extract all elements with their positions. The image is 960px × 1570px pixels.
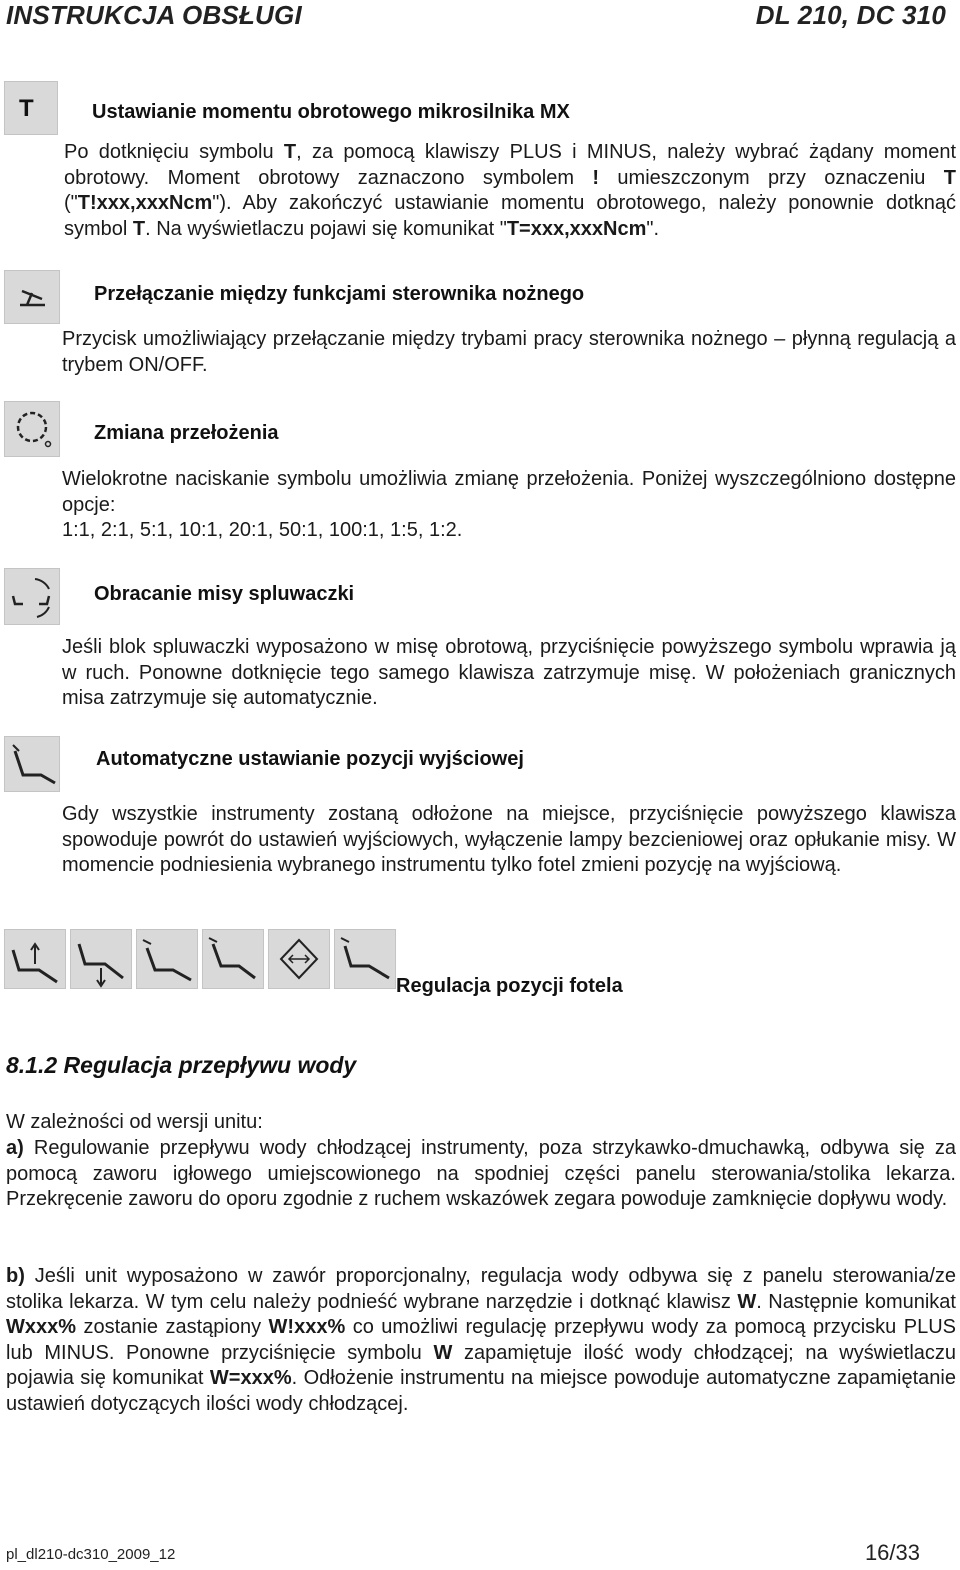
water-option-b: b) Jeśli unit wyposażono w zawór proporcjonalny, regulacja wody odbywa się z panelu sterowania/ze stolika lekarza. W tym celu należy podnieść wybrane narzędzie i dotknąć klawisz W. Następnie komunikat Wxxx% zostanie zastąpiony W!xxx% co umożliwi regulację przepływu wody za pomocą przycisku PLUS lub MINUS. Ponowne przyciśnięcie symbolu W zapamiętuje ilość wody chłodzącej; na wyświetlaczu pojawia się komunikat W=xxx%. Odłożenie instrumentu na miejsce powoduje automatyczne zapamiętanie ustawień dotyczących ilości wody chłodzącej. bbox=[6, 1265, 957, 1415]
torque-title: Ustawianie momentu obrotowego mikrosilnika MX bbox=[92, 101, 570, 123]
auto-position-title: Automatyczne ustawianie pozycji wyjściowej bbox=[96, 748, 524, 770]
chair-preset-icon bbox=[334, 929, 396, 989]
gear-ratio-options: 1:1, 2:1, 5:1, 10:1, 20:1, 50:1, 100:1, 1:5, 1:2. bbox=[62, 519, 463, 541]
torque-T-icon: T bbox=[4, 81, 58, 135]
water-option-a: a) Regulowanie przepływu wody chłodzącej instrumenty, poza strzykawko-dmuchawką, odbywa się za pomocą zaworu igłowego umiejscowionego na spodniej części panelu sterowania/stolika lekarza. Przekręcenie zaworu do oporu zgodnie z ruchem wskazówek zegara powoduje zamknięcie dopływu wody. bbox=[6, 1137, 956, 1210]
section-heading: 8.1.2 Regulacja przepływu wody bbox=[6, 1052, 357, 1078]
chair-return-icon bbox=[202, 929, 264, 989]
foot-control-title: Przełączanie między funkcjami sterownika nożnego bbox=[94, 283, 585, 305]
gear-ratio-text: Wielokrotne naciskanie symbolu umożliwia zmianę przełożenia. Poniżej wyszczególniono dostępne opcje: bbox=[62, 468, 956, 516]
spittoon-title: Obracanie misy spluwaczki bbox=[94, 583, 355, 605]
spittoon-text: Jeśli blok spluwaczki wyposażono w misę obrotową, przyciśnięcie powyższego symbolu wprawia ją w ruch. Ponowne dotknięcie tego samego klawisza zatrzymuje misę. W położeniach granicznych misa zatrzymuje się automatycznie. bbox=[62, 636, 956, 709]
spittoon-rotate-icon bbox=[4, 568, 60, 625]
auto-position-text: Gdy wszystkie instrumenty zostaną odłożone na miejsce, przyciśnięcie powyższego klawisza spowoduje powrót do ustawień wyjściowych, wyłączenie lampy bezcieniowej oraz opłukanie misy. W momencie podniesienia wybranego instrumentu tylko fotel zmieni pozycję na wyjściową. bbox=[62, 803, 956, 876]
gear-ratio-icon bbox=[4, 401, 60, 457]
chair-down-icon bbox=[70, 929, 132, 989]
chair-position-title: Regulacja pozycji fotela bbox=[396, 975, 623, 997]
chair-icons-strip bbox=[4, 929, 396, 989]
footer-page-number: 16/33 bbox=[864, 1540, 920, 1565]
footer-doc-id: pl_dl210-dc310_2009_12 bbox=[6, 1546, 176, 1563]
water-intro: W zależności od wersji unitu: bbox=[6, 1111, 263, 1133]
foot-control-text: Przycisk umożliwiający przełączanie między trybami pracy sterownika nożnego – płynną regulacją a trybem ON/OFF. bbox=[62, 328, 956, 376]
chair-up-icon bbox=[4, 929, 66, 989]
foot-control-icon bbox=[4, 270, 60, 324]
auto-home-position-icon bbox=[4, 736, 60, 792]
chair-recline-icon bbox=[136, 929, 198, 989]
chair-move-icon bbox=[268, 929, 330, 989]
header-title: INSTRUKCJA OBSŁUGI bbox=[6, 0, 302, 30]
header-model: DL 210, DC 310 bbox=[755, 0, 946, 30]
torque-paragraph: Po dotknięciu symbolu T, za pomocą klawiszy PLUS i MINUS, należy wybrać żądany moment obrotowy. Moment obrotowy zaznaczono symbolem ! umieszczonym przy oznaczeniu T ("T!xxx,xxxNcm"). Aby zakończyć ustawianie momentu obrotowego, należy ponownie dotknąć symbol T. Na wyświetlaczu pojawi się komunikat "T=xxx,xxxNcm". bbox=[64, 141, 956, 240]
gear-ratio-title: Zmiana przełożenia bbox=[94, 422, 279, 444]
